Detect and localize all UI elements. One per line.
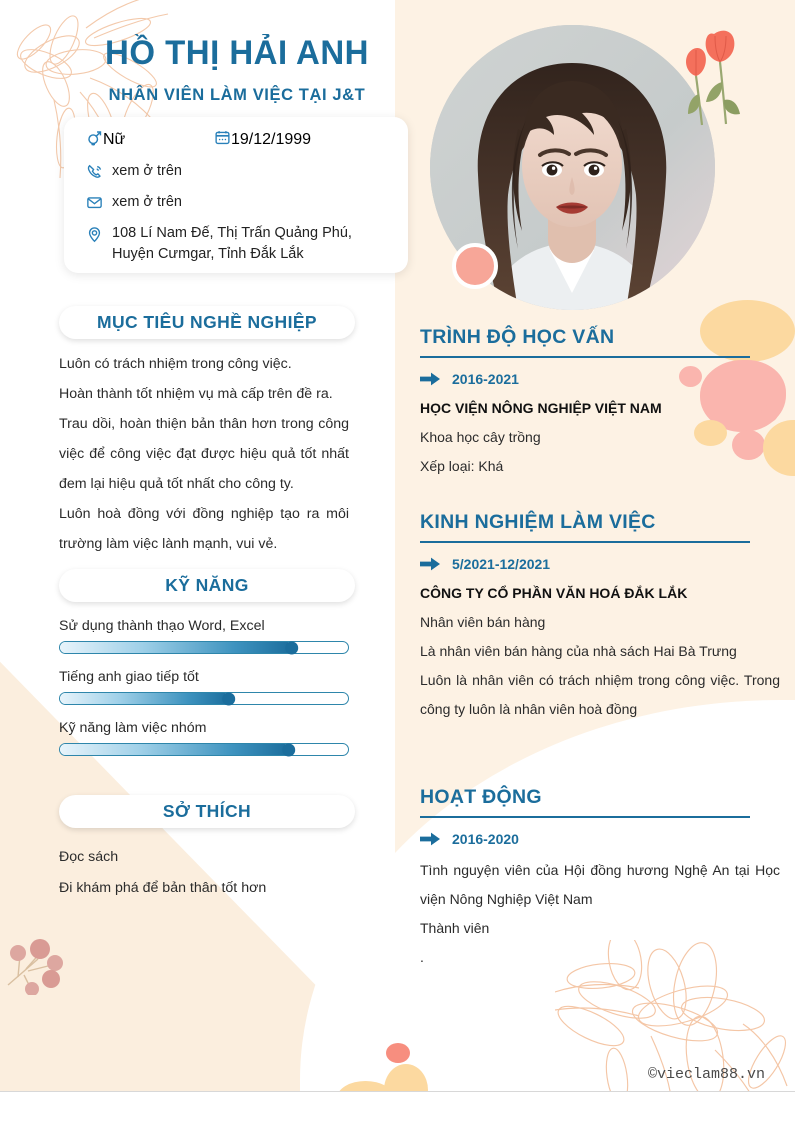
experience-section <box>420 511 780 724</box>
hobby-item: Đi khám phá để bản thân tốt hơn <box>59 880 267 896</box>
skill-progress-bar[interactable] <box>59 692 349 705</box>
education-section <box>420 326 750 481</box>
skill-progress-bar[interactable] <box>59 743 349 756</box>
activities-line: . <box>420 949 424 965</box>
skill-progress-bar[interactable] <box>59 641 349 654</box>
activities-line: Thành viên <box>420 920 490 936</box>
email-value: xem ở trên <box>112 194 182 210</box>
hobby-item: Đọc sách <box>59 849 119 865</box>
objective-line: Trau dồi, hoàn thiện bản thân hơn trong công việc để công việc đạt được hiệu quả tốt nhất đem lại hiệu quả tốt nhất cho công ty. <box>59 416 349 492</box>
education-date: 2016-2021 <box>452 371 519 387</box>
activities-line: Tình nguyện viên của Hội đồng hương Nghệ An tại Học viện Nông Nghiệp Việt Nam <box>420 862 780 907</box>
photo-badge-circle <box>452 243 498 289</box>
education-org: HỌC VIỆN NÔNG NGHIỆP VIỆT NAM <box>420 400 662 416</box>
experience-org: CÔNG TY CỔ PHẦN VĂN HOÁ ĐẮK LẮK <box>420 585 688 601</box>
experience-role: Nhân viên bán hàng <box>420 614 546 630</box>
skill-item <box>59 618 349 654</box>
section-title-skills: KỸ NĂNG <box>59 569 355 602</box>
job-subtitle: NHÂN VIÊN LÀM VIỆC TẠI J&T <box>108 86 366 104</box>
section-title-experience: KINH NGHIỆM LÀM VIỆC <box>420 511 750 543</box>
arrow-right-icon <box>420 557 440 571</box>
arrow-right-icon <box>420 832 440 846</box>
phone-value: xem ở trên <box>112 163 182 179</box>
section-title-activities: HOẠT ĐỘNG <box>420 786 750 818</box>
address-line-2: Huyện Cưmgar, Tỉnh Đắk Lắk <box>112 246 304 262</box>
objective-line: Hoàn thành tốt nhiệm vụ mà cấp trên đề ra. <box>59 386 333 402</box>
decorative-blob-pink-tiny <box>761 405 778 422</box>
address-line-1: 108 Lí Nam Đế, Thị Trấn Quảng Phú, <box>112 225 352 241</box>
skills-section <box>59 569 349 771</box>
gender-value: Nữ <box>103 131 126 148</box>
experience-date: 5/2021-12/2021 <box>452 556 551 572</box>
activities-date-row <box>420 831 780 847</box>
section-title-education: TRÌNH ĐỘ HỌC VẤN <box>420 326 750 358</box>
education-line: Khoa học cây trồng <box>420 429 541 445</box>
skill-label: Kỹ năng làm việc nhóm <box>59 720 207 736</box>
section-title-objective: MỤC TIÊU NGHỀ NGHIỆP <box>59 306 355 339</box>
watermark: ©vieclam88.vn <box>647 1066 765 1083</box>
section-title-hobbies: SỞ THÍCH <box>59 795 355 828</box>
experience-line: Là nhân viên bán hàng của nhà sách Hai Bà Trưng <box>420 643 737 659</box>
objective-line: Luôn hoà đồng với đồng nghiệp tạo ra môi trường làm việc lành mạnh, vui vẻ. <box>59 506 349 552</box>
skill-label: Sử dụng thành thạo Word, Excel <box>59 618 265 634</box>
arrow-right-icon <box>420 372 440 386</box>
skill-item <box>59 669 349 705</box>
objective-line: Luôn có trách nhiệm trong công việc. <box>59 356 292 372</box>
experience-date-row <box>420 556 780 572</box>
activities-section <box>420 786 780 972</box>
activities-date: 2016-2020 <box>452 831 519 847</box>
education-date-row <box>420 371 750 387</box>
skill-item <box>59 720 349 756</box>
skill-label: Tiếng anh giao tiếp tốt <box>59 669 199 685</box>
hobbies-section <box>59 795 349 904</box>
page-title: HỒ THỊ HẢI ANH <box>105 34 369 72</box>
education-line: Xếp loại: Khá <box>420 458 504 474</box>
dob-value: 19/12/1999 <box>231 131 312 148</box>
objective-section <box>59 306 349 559</box>
experience-line: Luôn là nhân viên có trách nhiệm trong công việc. Trong công ty luôn là nhân viên hoà đồng <box>420 672 780 717</box>
